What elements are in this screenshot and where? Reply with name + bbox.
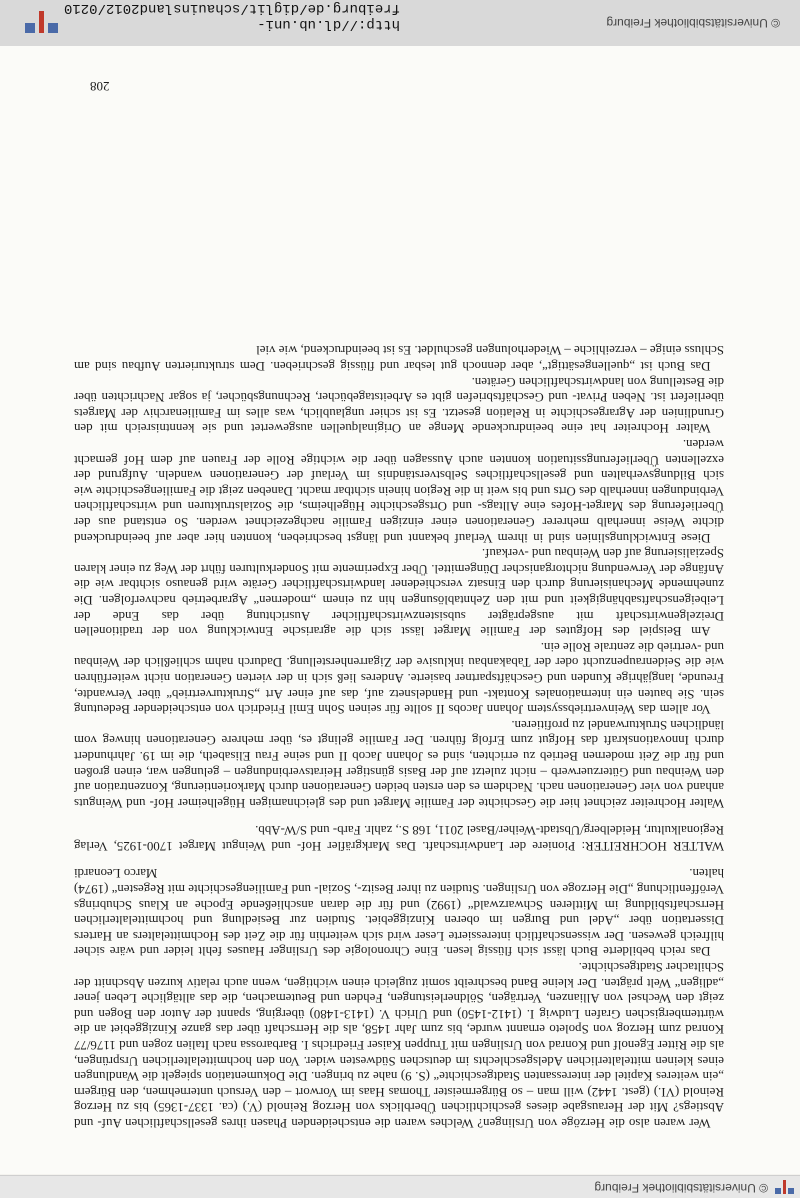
review2-paragraph: Diese Entwicklungslinien sind in ihrem Verlauf bekannt und längst beschrieben, konnten hier aber auf beeindruckend dichte Weise innerhalb mehrerer Generationen einer einzigen Familie nachgezeichnet werden. So entstand aus der Überlieferung des Marget-Hofes eine Alltags- und Ortsgeschichte Hügelheims, die Sozialstrukturen und wirtschaftlichen Verbindungen innerhalb des Orts und bis weit in die Region hinein sichtbar macht. Daneben zeigt die Familiengeschichte wie sich Bildungsverhalten und gesellschaftliches Selbstverständnis im Verlauf der Generationen wandeln. Aufgrund der exzellenten Überlieferungssituation konnten auch Aussagen über die wichtige Rolle der Frauen auf dem Hof gemacht werden. — [74, 437, 724, 545]
review2-paragraph: Walter Hochreiter hat eine beeindruckende Menge an Originalquellen ausgewertet und sie kenntnisreich mit den Grundlinien der Agrargeschichte in Relation gesetzt. Es ist schier unglaublich, was alles im Familienarchiv der Margets überliefert ist. Neben Privat- und Geschäftsbriefen gibt es Arbeitstagebücher, Rechnungsbücher, ja sogar Nachrichten über die Bestellung von landwirtschaftlichen Geräten. — [74, 374, 724, 436]
review2-paragraph: Vor allem das Weinvertriebssystem Johann Jacobs II sollte für seinen Sohn Emil Friedrich von entscheidender Bedeutung sein. Sie bauten ein internationales Kontakt- und Handelsnetz auf, das auf einer Art „Strukturvertrieb“ über Verwandte, Freunde, langjährige Kunden und Geschäftspartner basierte. Anderes ließ sich in der vierten Generation nicht weiterführen wie die Seidenraupenzucht oder der Tabakanbau inklusive der Zigarrenherstellung. Dadurch nahm schließlich der Weinbau und -vertrieb die zentrale Rolle ein. — [74, 639, 724, 717]
review1-signature: Marco Leonardi — [74, 866, 158, 881]
bottom-copyright: © Universitätsbibliothek Freiburg — [606, 16, 780, 30]
university-logo-icon — [20, 8, 60, 36]
review2-paragraph: Am Beispiel des Hofgutes der Familie Marget lässt sich die agrarische Entwicklung von der traditionellen Dreizelgenwirtschaft mit ausgeprägter subsistenzwirtschaftlicher Ausrichtung über das Ende der Leibeigenschaftsabhängigkeit und mit den Zehntablösungen hin zu einem „modernen“ Agrarbetrieb nachverfolgen. Die zunehmende Mechanisierung durch den Einsatz verschiedener landwirtschaftlicher Geräte wird genauso sichtbar wie die Anfänge der Verwendung nichtorganischer Düngemittel. Über Experimente mit Sonderkulturen führt der Weg zu einer klaren Spezialisierung auf den Weinbau und -verkauf. — [74, 546, 724, 639]
review2-paragraph: Walter Hochreiter zeichnet hier die Geschichte der Familie Marget und des gleichnamigen Hügelheimer Hof- und Weinguts anhand von vier Generationen nach. Nachdem es den ersten beiden Generationen durch Markorientierung, Konzentration auf den Weinbau und Güterzuerwerb – nicht zuletzt auf der Basis günstiger Heiratsverbindungen – gelungen war, einen großen und für die Zeit modernen Betrieb zu errichten, sind es Johann Jacob II und seine Frau Elisabeth, die im 19. Jahrhundert durch Innovationskraft das Hofgut zum Erfolg führen. Der Familie gelingt es, über mehrere Generationen hinweg vom ländlichen Strukturwandel zu profitieren. — [74, 717, 724, 810]
review2-citation: WALTER HOCHREITER: Pioniere der Landwirtschaft. Das Markgräfler Hof- und Weingut Marget 1700-1925, Verlag Regionalkultur, Heidelberg/Ubstadt-Weiher/Basel 2011, 168 S., zahlr. Farb- und S/W-Abb. — [74, 823, 724, 853]
bottom-watermark-bar — [0, 0, 800, 46]
review2-paragraph: Das Buch ist „quellengesättigt“, aber dennoch gut lesbar und flüssig geschrieben. Dem strukturierten Aufbau sind am Schluss einige – verzeihliche – Wiederholungen geschuldet. Es ist beeindruckend, wie viel — [74, 343, 724, 374]
top-copyright: © Universitätsbibliothek Freiburg — [594, 1181, 768, 1195]
page-text — [74, 342, 724, 1130]
scanned-page — [0, 46, 800, 1174]
page-number: 208 — [90, 79, 110, 94]
university-logo-icon — [772, 1178, 796, 1196]
top-watermark-bar — [0, 1175, 800, 1198]
source-url-link[interactable]: http://dl.ub.uni-freiburg.de/diglit/schauinsland2012/0210 — [63, 0, 400, 32]
review1-paragraph: Wer waren also die Herzöge von Urslingen? Welches waren die entscheidenden Phasen ihres gesellschaftlichen Auf- und Abstiegs? Mit der Herausgabe dieses geschichtlichen Überblicks von Herzog Reinold (V.) (ca. 1337-1365) bis zu Herzog Reinold (VI.) (gest. 1442) will man – so Bürgermeister Thomas Haas im Vorwort – den Versuch unternehmen, den Bürgern „ein weiteres Kapitel der interessanten Stadtgeschichte“ (S. 9) nahe zu bringen. Die Dokumentation spiegelt die Wandlungen eines kleinen mittelalterlichen Adelsgeschlechts im deutschen Südwesten wider. Von den hochmittelalterlichen Ursprüngen, als die Ritter Egenolf und Konrad von Urslingen mit Truppen Kaiser Friedrichs I. Barbarossa nach Italien zogen und 1176/77 Konrad zum Herzog von Spoleto ernannt wurde, bis zum Jahr 1458, als die Herrschaft über das ganze Kinziggebiet an die württembergischen Grafen Ludwig I. (1412-1450) und Ulrich V. (1413-1480) überging, spannt der Autor den Bogen und zeigt den Wechsel von Allianzen, Verträgen, Söldnerleistungen, Fehden und Beutemachen, die das alltägliche Leben jener „adligen“ Welt prägten. Der kleine Band beschreibt somit zugleich einen wichtigen, wenn auch relativ kurzen Abschnitt der Schiltacher Stadtgeschichte. — [74, 960, 724, 1130]
review1-paragraph: Das reich bebilderte Buch lässt sich flüssig lesen. Eine Chronologie des Urslinger Hauses fehlt leider und wäre sicher hilfreich gewesen. Der wissenschaftlich interessierte Leser wird sich weiterhin für die Zeit des Hochmittelalters an Harters Dissertation über „Adel und Burgen im oberen Kinziggebiet. Studien zur Besiedlung und hochmittelalterlichen Herrschaftsbildung im Mittleren Schwarzwald“ (1992) und für die daran anschließende Epoche an Klaus Schubrings Veröffentlichung „Die Herzoge von Urslingen. Studien zu ihrer Besitz-, Sozial- und Familiengeschichte mit Regesten“ (1974) halten. Marco Leonardi — [74, 866, 724, 959]
